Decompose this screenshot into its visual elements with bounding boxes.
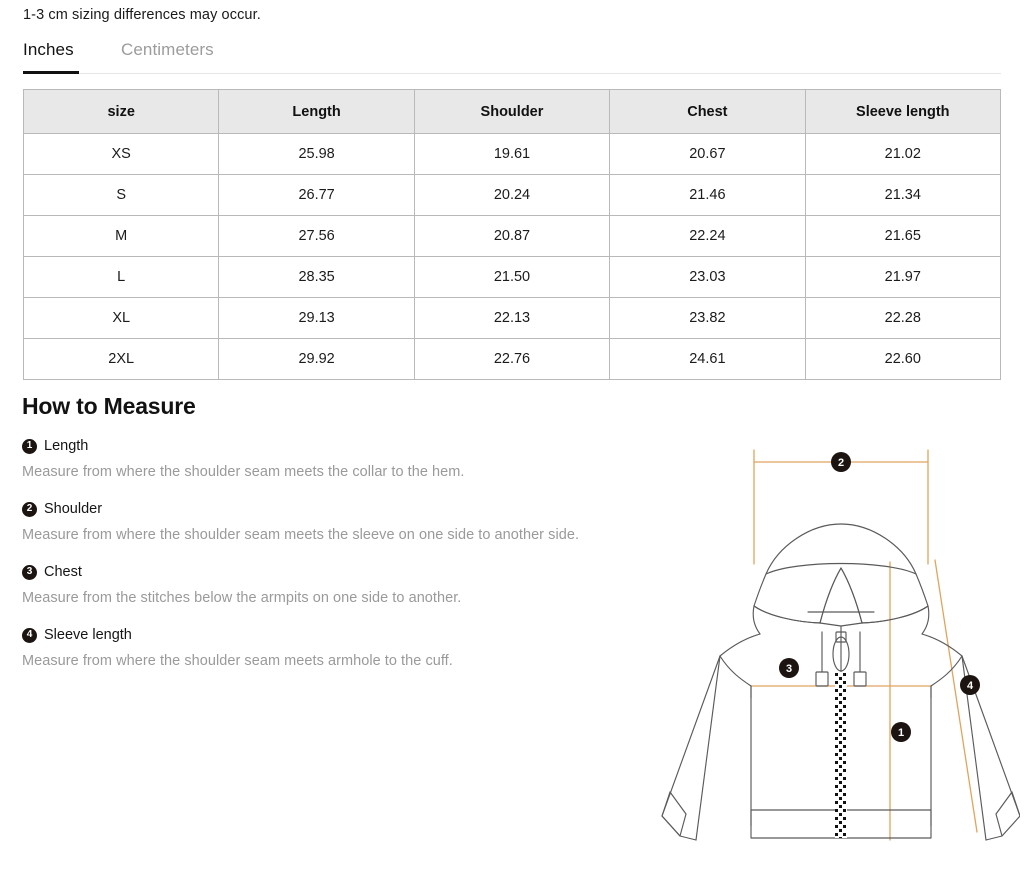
- guide-lines: [751, 450, 977, 840]
- cell-size: M: [24, 216, 219, 257]
- cell-chest: 21.46: [610, 175, 805, 216]
- svg-text:4: 4: [966, 680, 974, 692]
- cell-shoulder: 22.13: [414, 298, 609, 339]
- cell-shoulder: 21.50: [414, 257, 609, 298]
- cell-size: 2XL: [24, 339, 219, 380]
- cell-sleeve: 21.97: [805, 257, 1000, 298]
- measure-item-shoulder: [22, 501, 642, 543]
- number-badge-4-icon: 4: [22, 628, 37, 643]
- svg-text:3: 3: [785, 663, 793, 675]
- sizing-disclaimer: 1-3 cm sizing differences may occur.: [23, 7, 261, 23]
- table-row: [24, 339, 1001, 380]
- tab-centimeters[interactable]: Centimeters: [121, 40, 214, 59]
- measure-heading: [22, 438, 642, 454]
- measure-heading: [22, 501, 642, 517]
- cell-shoulder: 22.76: [414, 339, 609, 380]
- number-badge-3-icon: 3: [22, 565, 37, 580]
- table-row: [24, 216, 1001, 257]
- number-badge-2-icon: 2: [22, 502, 37, 517]
- tabs-divider: [23, 73, 1001, 74]
- table-row: [24, 134, 1001, 175]
- diagram-markers: [779, 452, 980, 742]
- cell-size: XS: [24, 134, 219, 175]
- column-header-chest: Chest: [610, 90, 805, 134]
- column-header-sleeve-length: Sleeve length: [805, 90, 1000, 134]
- cell-shoulder: 20.24: [414, 175, 609, 216]
- cell-size: L: [24, 257, 219, 298]
- number-badge-1-icon: 1: [22, 439, 37, 454]
- cell-size: XL: [24, 298, 219, 339]
- cell-length: 25.98: [219, 134, 414, 175]
- measure-description: Measure from the stitches below the armpits on one side to another.: [22, 590, 462, 606]
- marker-1: [891, 722, 911, 742]
- svg-text:2: 2: [837, 457, 845, 469]
- column-header-shoulder: Shoulder: [414, 90, 609, 134]
- column-header-size: size: [24, 90, 219, 134]
- cell-length: 28.35: [219, 257, 414, 298]
- measure-description: Measure from where the shoulder seam meets the sleeve on one side to another side.: [22, 527, 580, 543]
- measure-item-length: [22, 438, 642, 480]
- measure-item-chest: [22, 564, 642, 606]
- size-table: [23, 89, 1001, 380]
- cell-size: S: [24, 175, 219, 216]
- measure-heading: [22, 564, 642, 580]
- measure-item-sleeve-length: [22, 627, 642, 669]
- cell-chest: 22.24: [610, 216, 805, 257]
- cell-chest: 24.61: [610, 339, 805, 380]
- cell-length: 29.13: [219, 298, 414, 339]
- marker-4: [960, 675, 980, 695]
- how-to-measure-title: How to Measure: [22, 393, 196, 419]
- cell-length: 29.92: [219, 339, 414, 380]
- table-row: [24, 175, 1001, 216]
- cell-sleeve: 21.02: [805, 134, 1000, 175]
- cell-shoulder: 19.61: [414, 134, 609, 175]
- hoodie-diagram: [650, 440, 1020, 880]
- cell-sleeve: 22.60: [805, 339, 1000, 380]
- active-tab-indicator: [23, 71, 79, 74]
- table-row: [24, 298, 1001, 339]
- cell-sleeve: 21.65: [805, 216, 1000, 257]
- zipper-teeth: [835, 672, 847, 838]
- cell-length: 27.56: [219, 216, 414, 257]
- cell-chest: 23.82: [610, 298, 805, 339]
- measure-label: Shoulder: [44, 501, 103, 517]
- measure-label: Sleeve length: [44, 627, 132, 643]
- svg-text:1: 1: [897, 727, 905, 739]
- measure-description: Measure from where the shoulder seam meets the collar to the hem.: [22, 464, 465, 480]
- unit-tabs: [23, 40, 1001, 74]
- marker-3: [779, 658, 799, 678]
- cell-shoulder: 20.87: [414, 216, 609, 257]
- cell-chest: 23.03: [610, 257, 805, 298]
- measure-description: Measure from where the shoulder seam meets armhole to the cuff.: [22, 653, 453, 669]
- cell-chest: 20.67: [610, 134, 805, 175]
- column-header-length: Length: [219, 90, 414, 134]
- table-header-row: [24, 90, 1001, 134]
- how-to-measure-list: [22, 438, 642, 690]
- measure-label: Length: [44, 438, 89, 454]
- measure-label: Chest: [44, 564, 82, 580]
- cell-sleeve: 21.34: [805, 175, 1000, 216]
- table-row: [24, 257, 1001, 298]
- measure-heading: [22, 627, 642, 643]
- marker-2: [831, 452, 851, 472]
- tab-inches[interactable]: Inches: [23, 40, 74, 59]
- cell-sleeve: 22.28: [805, 298, 1000, 339]
- cell-length: 26.77: [219, 175, 414, 216]
